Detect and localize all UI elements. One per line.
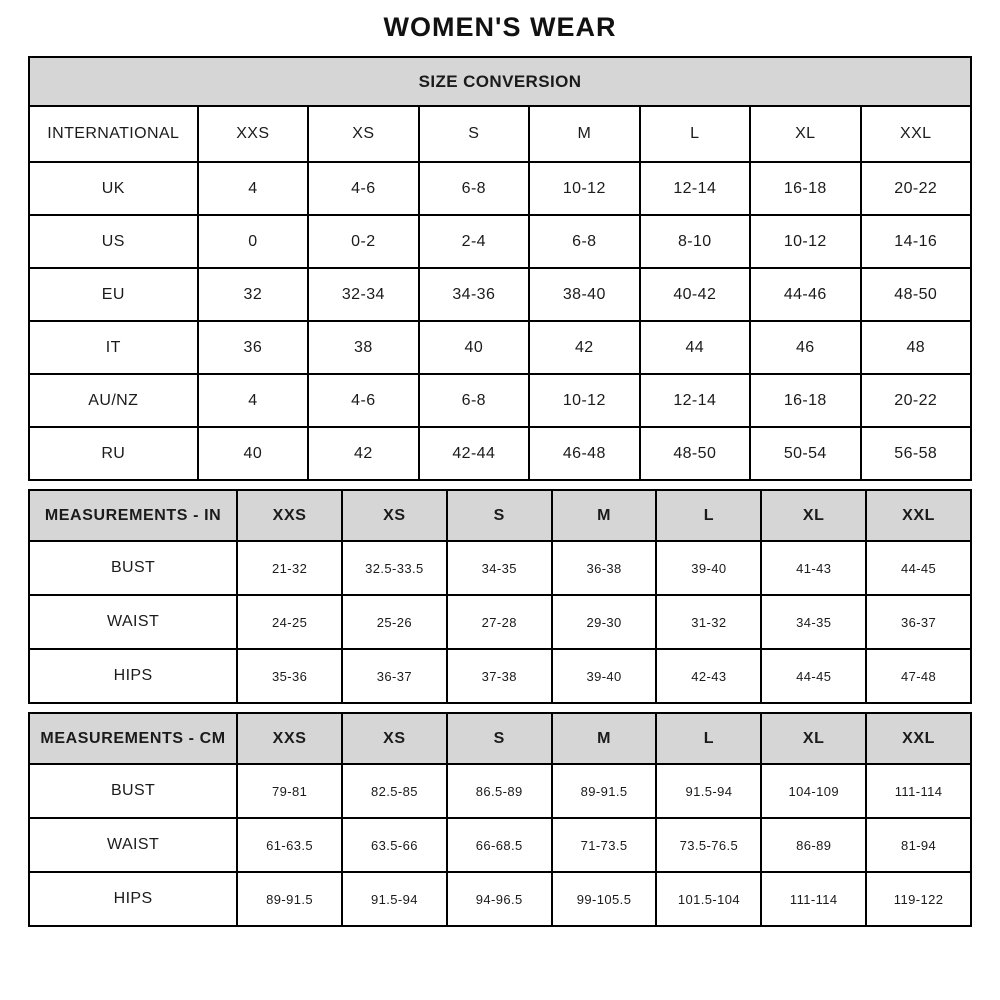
value-cell: 8-10 — [640, 215, 750, 268]
header-row — [29, 490, 971, 541]
value-cell: 82.5-85 — [342, 764, 447, 818]
measurements-in-table — [28, 489, 972, 704]
row-label: WAIST — [29, 818, 237, 872]
value-cell: 44-46 — [750, 268, 860, 321]
value-cell: 12-14 — [640, 374, 750, 427]
value-cell: 86.5-89 — [447, 764, 552, 818]
value-cell: 10-12 — [529, 374, 639, 427]
value-cell: 38-40 — [529, 268, 639, 321]
value-cell: 79-81 — [237, 764, 342, 818]
size-column-header: XXS — [237, 713, 342, 764]
value-cell: 56-58 — [861, 427, 971, 480]
size-column-header: L — [656, 490, 761, 541]
size-column-header: M — [552, 490, 657, 541]
value-cell: 42 — [308, 427, 418, 480]
table-row — [29, 162, 971, 215]
size-conversion-table — [28, 56, 972, 481]
value-cell: 10-12 — [529, 162, 639, 215]
value-cell: 42-43 — [656, 649, 761, 703]
value-cell: 35-36 — [237, 649, 342, 703]
value-cell: 48-50 — [640, 427, 750, 480]
size-column-header: S — [447, 713, 552, 764]
size-column-header: XS — [342, 713, 447, 764]
row-label: WAIST — [29, 595, 237, 649]
value-cell: 104-109 — [761, 764, 866, 818]
size-column-header: XXL — [861, 106, 971, 162]
value-cell: 39-40 — [656, 541, 761, 595]
value-cell: 61-63.5 — [237, 818, 342, 872]
value-cell: 14-16 — [861, 215, 971, 268]
value-cell: 40 — [198, 427, 308, 480]
page-title: WOMEN'S WEAR — [383, 12, 617, 42]
value-cell: 44-45 — [866, 541, 971, 595]
value-cell: 10-12 — [750, 215, 860, 268]
value-cell: 27-28 — [447, 595, 552, 649]
value-cell: 32.5-33.5 — [342, 541, 447, 595]
measurements-in-header-label: MEASUREMENTS - IN — [29, 490, 237, 541]
value-cell: 4-6 — [308, 374, 418, 427]
value-cell: 36-37 — [342, 649, 447, 703]
table-row — [29, 215, 971, 268]
value-cell: 48 — [861, 321, 971, 374]
value-cell: 47-48 — [866, 649, 971, 703]
size-column-header: S — [419, 106, 529, 162]
size-column-header: XL — [761, 713, 866, 764]
row-label: RU — [29, 427, 198, 480]
table-row — [29, 321, 971, 374]
value-cell: 89-91.5 — [552, 764, 657, 818]
row-label: HIPS — [29, 649, 237, 703]
value-cell: 21-32 — [237, 541, 342, 595]
measurements-cm-header-label: MEASUREMENTS - CM — [29, 713, 237, 764]
header-row — [29, 106, 971, 162]
value-cell: 86-89 — [761, 818, 866, 872]
value-cell: 73.5-76.5 — [656, 818, 761, 872]
value-cell: 34-35 — [447, 541, 552, 595]
size-chart-page — [28, 0, 972, 927]
value-cell: 101.5-104 — [656, 872, 761, 926]
value-cell: 40-42 — [640, 268, 750, 321]
value-cell: 91.5-94 — [656, 764, 761, 818]
value-cell: 99-105.5 — [552, 872, 657, 926]
size-column-header: XXS — [237, 490, 342, 541]
value-cell: 4 — [198, 374, 308, 427]
value-cell: 2-4 — [419, 215, 529, 268]
table-row — [29, 764, 971, 818]
value-cell: 16-18 — [750, 162, 860, 215]
value-cell: 39-40 — [552, 649, 657, 703]
table-row — [29, 541, 971, 595]
value-cell: 24-25 — [237, 595, 342, 649]
value-cell: 111-114 — [761, 872, 866, 926]
size-column-header: XXS — [198, 106, 308, 162]
table-row — [29, 649, 971, 703]
value-cell: 6-8 — [529, 215, 639, 268]
table-row — [29, 872, 971, 926]
row-label: HIPS — [29, 872, 237, 926]
value-cell: 6-8 — [419, 374, 529, 427]
banner-row — [29, 57, 971, 106]
size-column-header: XS — [342, 490, 447, 541]
size-conversion-header-label: INTERNATIONAL — [29, 106, 198, 162]
row-label: AU/NZ — [29, 374, 198, 427]
value-cell: 0-2 — [308, 215, 418, 268]
value-cell: 50-54 — [750, 427, 860, 480]
value-cell: 25-26 — [342, 595, 447, 649]
value-cell: 4 — [198, 162, 308, 215]
value-cell: 16-18 — [750, 374, 860, 427]
size-column-header: L — [656, 713, 761, 764]
value-cell: 34-35 — [761, 595, 866, 649]
value-cell: 48-50 — [861, 268, 971, 321]
value-cell: 42 — [529, 321, 639, 374]
value-cell: 44 — [640, 321, 750, 374]
value-cell: 46-48 — [529, 427, 639, 480]
value-cell: 4-6 — [308, 162, 418, 215]
value-cell: 34-36 — [419, 268, 529, 321]
table-row — [29, 595, 971, 649]
value-cell: 41-43 — [761, 541, 866, 595]
table-row — [29, 427, 971, 480]
value-cell: 40 — [419, 321, 529, 374]
value-cell: 111-114 — [866, 764, 971, 818]
size-column-header: XXL — [866, 490, 971, 541]
value-cell: 31-32 — [656, 595, 761, 649]
value-cell: 66-68.5 — [447, 818, 552, 872]
table-row — [29, 374, 971, 427]
value-cell: 37-38 — [447, 649, 552, 703]
value-cell: 32-34 — [308, 268, 418, 321]
value-cell: 71-73.5 — [552, 818, 657, 872]
value-cell: 29-30 — [552, 595, 657, 649]
value-cell: 6-8 — [419, 162, 529, 215]
value-cell: 38 — [308, 321, 418, 374]
row-label: BUST — [29, 541, 237, 595]
size-column-header: M — [529, 106, 639, 162]
value-cell: 0 — [198, 215, 308, 268]
size-column-header: L — [640, 106, 750, 162]
size-column-header: XL — [761, 490, 866, 541]
value-cell: 44-45 — [761, 649, 866, 703]
value-cell: 46 — [750, 321, 860, 374]
row-label: IT — [29, 321, 198, 374]
value-cell: 119-122 — [866, 872, 971, 926]
value-cell: 89-91.5 — [237, 872, 342, 926]
value-cell: 81-94 — [866, 818, 971, 872]
measurements-cm-table — [28, 712, 972, 927]
value-cell: 91.5-94 — [342, 872, 447, 926]
value-cell: 36-38 — [552, 541, 657, 595]
size-column-header: M — [552, 713, 657, 764]
value-cell: 63.5-66 — [342, 818, 447, 872]
header-row — [29, 713, 971, 764]
value-cell: 20-22 — [861, 374, 971, 427]
table-row — [29, 818, 971, 872]
row-label: EU — [29, 268, 198, 321]
size-column-header: XS — [308, 106, 418, 162]
size-column-header: XL — [750, 106, 860, 162]
size-conversion-banner: SIZE CONVERSION — [29, 57, 971, 106]
value-cell: 12-14 — [640, 162, 750, 215]
value-cell: 42-44 — [419, 427, 529, 480]
row-label: UK — [29, 162, 198, 215]
value-cell: 32 — [198, 268, 308, 321]
size-column-header: XXL — [866, 713, 971, 764]
row-label: BUST — [29, 764, 237, 818]
value-cell: 36 — [198, 321, 308, 374]
row-label: US — [29, 215, 198, 268]
table-row — [29, 268, 971, 321]
value-cell: 94-96.5 — [447, 872, 552, 926]
value-cell: 20-22 — [861, 162, 971, 215]
value-cell: 36-37 — [866, 595, 971, 649]
size-column-header: S — [447, 490, 552, 541]
